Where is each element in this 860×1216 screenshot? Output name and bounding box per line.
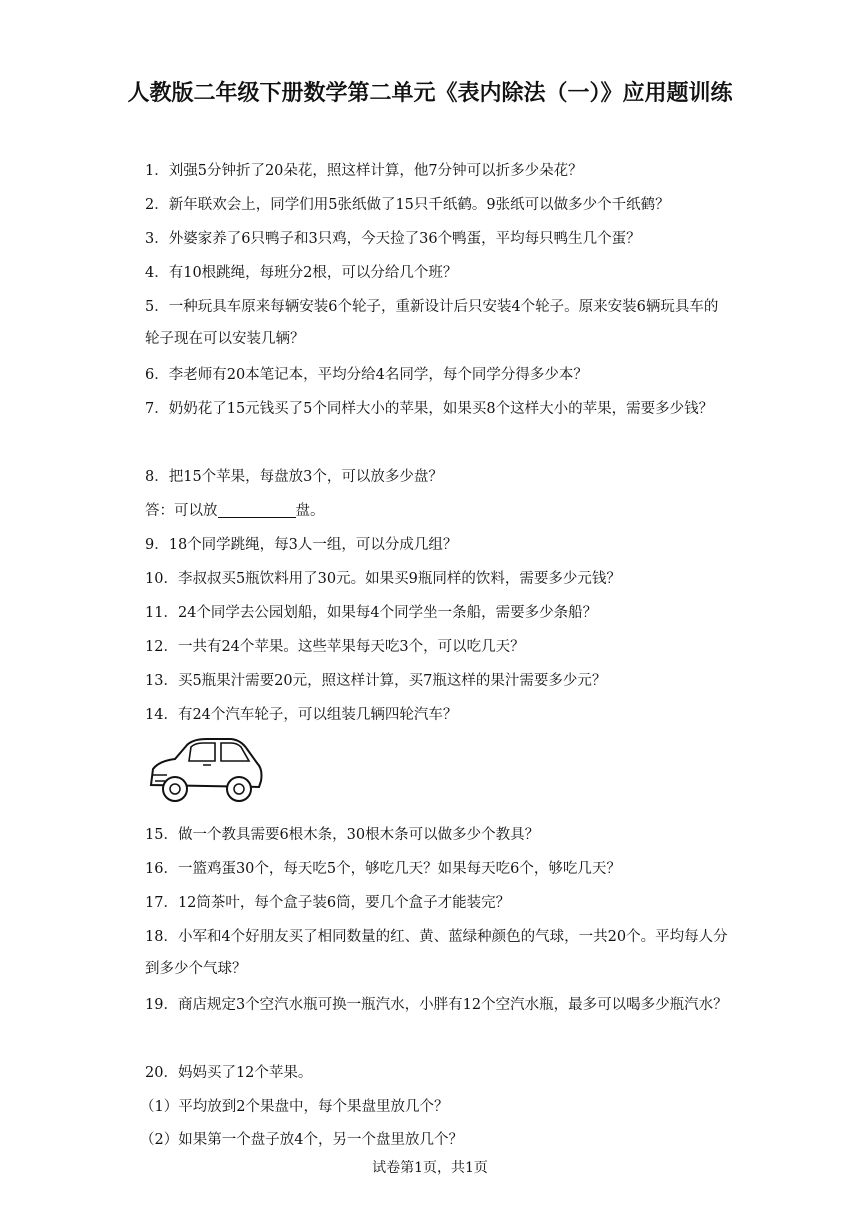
question-11: 11．24个同学去公园划船，如果每4个同学坐一条船，需要多少条船？ [145, 605, 598, 621]
car-icon [145, 735, 265, 807]
question-15: 15．做一个教具需要6根木条，30根木条可以做多少个教具？ [145, 827, 540, 843]
question-12: 12．一共有24个苹果。这些苹果每天吃3个，可以吃几天？ [145, 639, 525, 655]
question-3: 3．外婆家养了6只鸭子和3只鸡，今天捡了36个鸭蛋，平均每只鸭生几个蛋？ [145, 231, 641, 247]
question-20-sub-1: （1）平均放到2个果盘中，每个果盘里放几个？ [140, 1099, 449, 1115]
question-5: 5．一种玩具车原来每辆安装6个轮子，重新设计后只安装4个轮子。原来安装6辆玩具车的轮子现在可以安装几辆？ [145, 299, 719, 347]
question-10: 10．李叔叔买5瓶饮料用了30元。如果买9瓶同样的饮料，需要多少元钱？ [145, 571, 621, 587]
question-6: 6．李老师有20本笔记本，平均分给4名同学，每个同学分得多少本？ [145, 367, 588, 383]
question-19: 19．商店规定3个空汽水瓶可换一瓶汽水，小胖有12个空汽水瓶，最多可以喝多少瓶汽水？ [145, 997, 728, 1013]
question-9: 9．18个同学跳绳，每3人一组，可以分成几组？ [145, 537, 458, 553]
page-footer: 试卷第1页，共1页 [372, 1160, 488, 1176]
question-8: 8．把15个苹果，每盘放3个，可以放多少盘？ [145, 469, 443, 485]
question-13: 13．买5瓶果汁需要20元，照这样计算，买7瓶这样的果汁需要多少元？ [145, 673, 607, 689]
question-16: 16．一篮鸡蛋30个，每天吃5个，够吃几天？如果每天吃6个，够吃几天？ [145, 861, 621, 877]
answer-blank[interactable] [218, 499, 296, 518]
question-2: 2．新年联欢会上，同学们用5张纸做了15只千纸鹤。9张纸可以做多少个千纸鹤？ [145, 197, 670, 213]
question-4: 4．有10根跳绳，每班分2根，可以分给几个班？ [145, 265, 458, 281]
question-17: 17．12筒茶叶，每个盒子装6筒，要几个盒子才能装完？ [145, 895, 511, 911]
answer-8 [145, 495, 730, 527]
answer-8-prefix: 答：可以放 [145, 503, 218, 519]
question-20: 20．妈妈买了12个苹果。 [145, 1065, 313, 1081]
question-7: 7．奶奶花了15元钱买了5个同样大小的苹果，如果买8个这样大小的苹果，需要多少钱？ [145, 401, 714, 417]
document-title: 人教版二年级下册数学第二单元《表内除法（一）》应用题训练 [127, 81, 733, 106]
question-20-sub-2: （2）如果第一个盘子放4个，另一个盘里放几个？ [140, 1132, 463, 1148]
answer-8-suffix: 盘。 [295, 503, 325, 519]
question-14: 14．有24个汽车轮子，可以组装几辆四轮汽车？ [145, 707, 458, 723]
question-1: 1．刘强5分钟折了20朵花，照这样计算，他7分钟可以折多少朵花？ [145, 163, 583, 179]
question-18: 18．小军和4个好朋友买了相同数量的红、黄、蓝绿种颜色的气球，一共20个。平均每人分到多少个气球？ [145, 929, 728, 977]
